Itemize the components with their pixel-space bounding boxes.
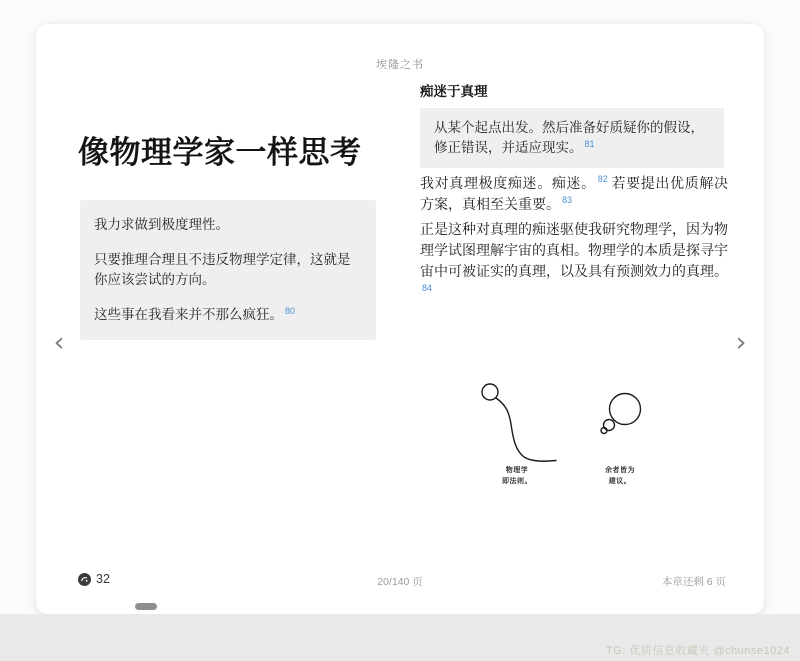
sketch-caption-right: [580, 465, 660, 487]
sketch-caption-left: [477, 465, 557, 487]
caption-line: 即法则。: [502, 478, 532, 485]
quote-block-right: [420, 108, 724, 168]
quote-text: 这些事在我看来并不那么疯狂。: [94, 307, 283, 322]
book-page-card: [36, 24, 764, 614]
body-text: 正是这种对真理的痴迷驱使我研究物理学，因为物理学试图理解宇宙的真相。物理学的本质是探寻宇宙中可被证实的真理，以及具有预测效力的真理。: [420, 222, 728, 280]
quote-paragraph: 我力求做到极度理性。: [94, 217, 229, 232]
page-indicator: 20/140 页: [377, 576, 423, 588]
quote-block-left: [80, 200, 376, 340]
body-paragraph-1: [420, 174, 728, 216]
drag-handle[interactable]: [135, 603, 157, 610]
illustration-physics-sketch: [460, 374, 710, 492]
chevron-right-icon: ›: [735, 326, 747, 358]
watermark-text: TG: 优质信息收藏夹 @chunse1024: [605, 645, 790, 657]
caption-line: 物理学: [505, 467, 529, 474]
thought-bubble-medium: [604, 420, 615, 431]
body-text: 若要提出优质解决方案，真相至关重要。: [420, 176, 729, 213]
section-title: 痴迷于真理: [420, 84, 488, 99]
body-text: 我对真理极度痴迷。痴迷。: [420, 176, 596, 192]
body-paragraph-2: [420, 220, 728, 304]
book-title: 埃隆之书: [376, 59, 424, 71]
chapter-title: 像物理学家一样思考: [78, 135, 362, 170]
quote-paragraph: [94, 305, 362, 325]
chapter-remaining-label: 本章还剩 6 页: [661, 576, 726, 588]
footnote-ref-82[interactable]: 82: [597, 174, 608, 185]
footnote-ref-84[interactable]: 84: [422, 283, 433, 294]
quote-text: 从某个起点出发。然后准备好质疑你的假设，修正错误，并适应现实。: [434, 120, 704, 155]
reader-footer: [36, 572, 764, 590]
ideas-count: 32: [96, 572, 110, 586]
footnote-ref-80[interactable]: 80: [285, 305, 296, 316]
quote-paragraph: 只要推理合理且不违反物理学定律，这就是你应该尝试的方向。: [94, 252, 351, 287]
bottom-strip: [0, 614, 800, 661]
caption-line: 余者皆为: [605, 467, 635, 474]
thought-bubble-large: [610, 394, 641, 425]
caption-line: 建议。: [608, 478, 632, 485]
next-page-button[interactable]: [728, 324, 754, 360]
prev-page-button[interactable]: [46, 324, 72, 360]
footnote-ref-83[interactable]: 83: [562, 195, 573, 206]
chevron-left-icon: ‹: [53, 326, 65, 358]
slope-curve: [496, 398, 556, 461]
quote-paragraph: [434, 118, 710, 158]
footnote-ref-81[interactable]: 81: [584, 138, 595, 149]
